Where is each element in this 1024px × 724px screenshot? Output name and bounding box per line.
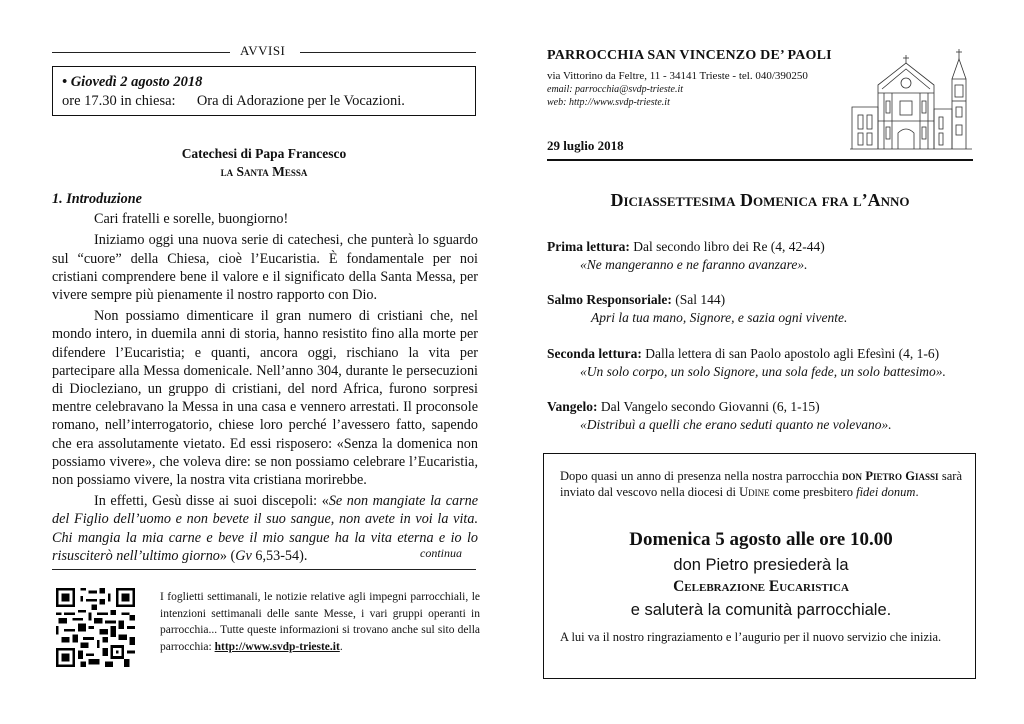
priest-name: don Pietro Giassi [841, 469, 939, 483]
p4-ref-close: 6,53-54). [251, 547, 308, 564]
avvisi-title: AVVISI [240, 43, 286, 58]
paragraph-2: Iniziamo oggi una nuova serie di catechesi, che punterà lo sguardo sul “cuore” della Chiesa, cioè l’Eucaristia. È fondamentale per noi cristiani comprendere bene il valore e il significato della Santa Messa, per vivere sempre più pienamente il nostro rapporto con Dio. [52, 232, 478, 304]
catechesi-subtitle: la Santa Messa [220, 164, 308, 179]
reading-label: Seconda lettura: [547, 346, 642, 361]
event-time: ore 17.30 in chiesa: [62, 93, 176, 109]
reading-source: Dalla lettera di san Paolo apostolo agli Efesìni (4, 1-6) [641, 346, 940, 361]
footer-rule [52, 569, 476, 570]
catechesi-body [52, 190, 478, 568]
reading-quote: «Ne mangeranno e ne faranno avanzare». [580, 257, 808, 272]
p4-ref-book: Gv [235, 547, 252, 564]
parish-website-link[interactable]: http://www.svdp-trieste.it [214, 640, 340, 653]
footer-text-end: . [339, 640, 343, 653]
reading-label: Salmo Responsoriale: [547, 292, 672, 307]
p4-quote: Se non mangiate la carne del Figlio dell’uomo e non bevete il suo sangue, non avete in voi la vita. Chi mangia la mia carne e beve il mio sangue ha la vita eterna e io lo risusciterò nell’ultimo giorno [52, 493, 478, 564]
notice-headline: Domenica 5 agosto alle ore 10.00 [629, 529, 893, 550]
notice-line-3: e saluterà la comunità parrocchiale. [630, 601, 892, 619]
bulletin-date: 29 luglio 2018 [547, 138, 624, 153]
fidei-donum: fidei donum [856, 485, 916, 499]
parish-web[interactable]: web: http://www.svdp-trieste.it [547, 97, 670, 108]
paragraph-1: Cari fratelli e sorelle, buongiorno! [94, 211, 289, 228]
p4-start: In effetti, Gesù disse ai suoi discepoli: « [94, 493, 329, 510]
notice-closing: A lui va il nostro ringraziamento e l’augurio per il nuovo servizio che inizia. [560, 630, 942, 644]
parish-contacts [547, 70, 808, 109]
reading-quote: «Distribuì a quelli che erano seduti quanto ne volevano». [580, 417, 892, 432]
reading-source: Dal secondo libro dei Re (4, 42-44) [629, 239, 825, 254]
reading-label: Prima lettura: [547, 239, 630, 254]
catechesi-title: Catechesi di Papa Francesco [181, 146, 347, 161]
avvisi-event-box [52, 66, 476, 116]
reading-psalm [547, 291, 977, 327]
parish-name: PARROCCHIA SAN VINCENZO DE’ PAOLI [547, 48, 832, 63]
reading-first [547, 238, 977, 274]
header-rule [547, 159, 973, 161]
notice-intro-c: come presbitero [769, 485, 857, 499]
reading-gospel [547, 398, 977, 434]
p4-ref-open: » ( [219, 547, 236, 564]
footer-text-body: I foglietti settimanali, le notizie relative agli impegni parrocchiali, le intenzioni settimanali delle sante Messe, i vari gruppi operanti in parrocchia... Tutte queste informazioni si trovano anche sul sito della parrocchia: [160, 591, 480, 653]
diocese-city: Udine [739, 485, 770, 499]
avvisi-rule-left [52, 52, 230, 53]
notice-intro-a: Dopo quasi un anno di presenza nella nostra parrocchia [560, 469, 842, 483]
avvisi-rule-right [300, 52, 476, 53]
event-date: • Giovedì 2 agosto 2018 [62, 74, 203, 90]
church-drawing-icon [850, 45, 972, 151]
parish-address: via Vittorino da Feltre, 11 - 34141 Trieste - tel. 040/390250 [547, 70, 808, 82]
event-desc: Ora di Adorazione per le Vocazioni. [196, 93, 405, 109]
event-line [62, 92, 466, 111]
notice-intro-b: sarà inviato dal vescovo nella diocesi di [560, 469, 963, 499]
reading-quote: «Un solo corpo, un solo Signore, una sola fede, un solo battesimo». [580, 364, 946, 379]
reading-source: (Sal 144) [671, 292, 726, 307]
section-heading: 1. Introduzione [52, 191, 142, 207]
paragraph-3: Non possiamo dimenticare il gran numero di cristiani che, nel mondo intero, in duemila anni di storia, hanno resistito fino alla morte per difendere l’Eucaristia; e quanti, ancora oggi, rischiano la vita per partecipare alla Messa domenicale. Nell’anno 304, durante le persecuzioni di Diocleziano, un gruppo di cristiani, del nord Africa, furono sorpresi mentre celebravano la Messa in una casa e vennero arrestati. Il proconsole romano, nell’interrogatorio, chiese loro perché l’avessero fatto, sapendo che era assolutamente vietato. Ed essi risposero: «Senza la domenica non possiamo vivere», che voleva dire: se non possiamo celebrare l’Eucaristia, non possiamo vivere, la nostra vita cristiana morirebbe. [52, 308, 478, 489]
reading-second [547, 345, 977, 381]
qr-code-icon[interactable] [56, 588, 135, 667]
footer-text [160, 589, 480, 655]
notice-line-2: don Pietro presiederà la [673, 556, 849, 574]
reading-source: Dal Vangelo secondo Giovanni (6, 1-15) [597, 399, 820, 414]
reading-quote: Apri la tua mano, Signore, e sazia ogni vivente. [591, 310, 848, 325]
continua-label: continua [420, 546, 462, 560]
notice-intro [560, 468, 962, 500]
reading-label: Vangelo: [547, 399, 598, 414]
notice-intro-d: . [915, 485, 919, 499]
sunday-title: Diciassettesima Domenica fra l’Anno [610, 190, 910, 210]
parish-email[interactable]: email: parrocchia@svdp-trieste.it [547, 84, 684, 95]
notice-celebration: Celebrazione Eucaristica [673, 578, 849, 595]
paragraph-4 [52, 492, 478, 565]
